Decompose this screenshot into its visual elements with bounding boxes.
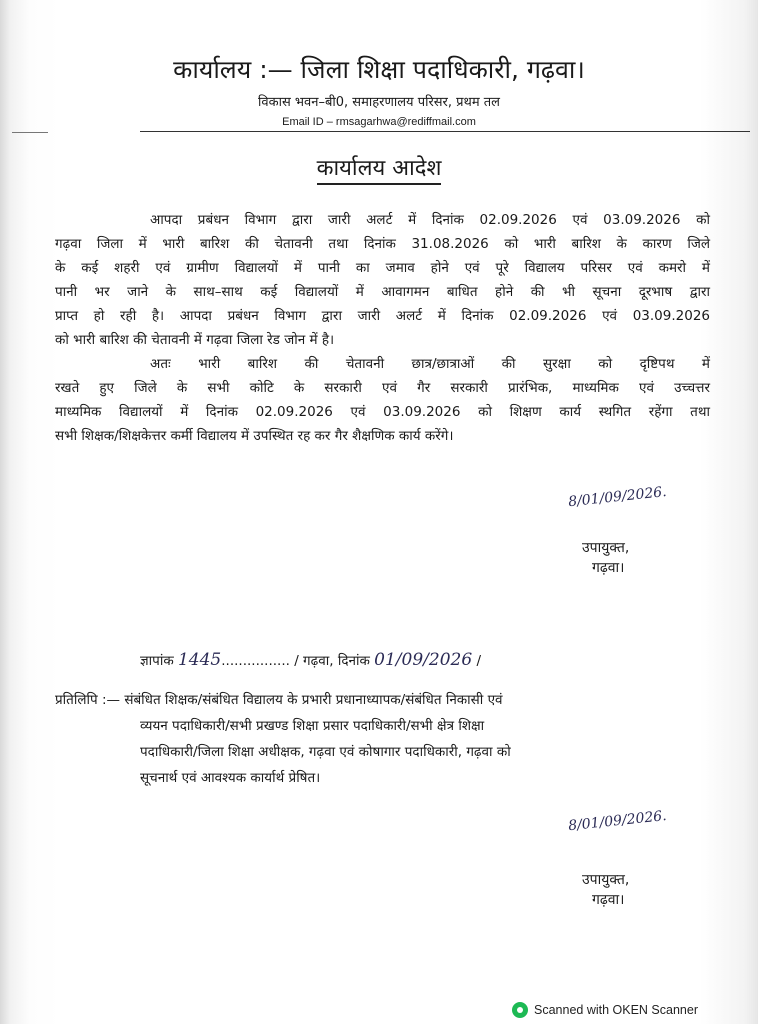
office-email: Email ID – rmsagarhwa@rediffmail.com [282, 116, 476, 128]
copy-line: पदाधिकारी/जिला शिक्षा अधीक्षक, गढ़वा एवं कोषागार पदाधिकारी, गढ़वा को [140, 744, 511, 760]
signatory-place: गढ़वा। [592, 560, 625, 576]
body-line: सभी शिक्षक/शिक्षकेत्तर कर्मी विद्यालय में उपस्थित रह कर गैर शैक्षणिक कार्य करेंगे। [55, 428, 454, 444]
signature-block [567, 807, 688, 835]
order-title [0, 152, 758, 182]
memo-date: 01/09/2026 [374, 650, 473, 670]
copy-line: व्ययन पदाधिकारी/सभी प्रखण्ड शिक्षा प्रसार पदाधिकारी/सभी क्षेत्र शिक्षा [140, 718, 485, 734]
scanner-text: Scanned with OKEN Scanner [534, 1003, 698, 1017]
memo-line [140, 650, 481, 670]
handwritten-signature: 8/01/09/2026. [567, 807, 668, 835]
body-line: आपदा प्रबंधन विभाग द्वारा जारी अलर्ट में दिनांक 02.09.2026 एवं 03.09.2026 को [150, 212, 710, 228]
memo-end: / [476, 653, 482, 669]
signatory-designation: उपायुक्त, [582, 872, 630, 888]
header-divider-left [12, 132, 48, 133]
office-address: विकास भवन–बी0, समाहरणालय परिसर, प्रथम तल [258, 95, 500, 110]
body-line: माध्यमिक विद्यालयों में दिनांक 02.09.2026 एवं 03.09.2026 को शिक्षण कार्य स्थगित रहेंगा तथा [55, 404, 710, 420]
memo-place-date-label: / गढ़वा, दिनांक [294, 653, 370, 669]
body-line: अतः भारी बारिश की चेतावनी छात्र/छात्राओं की सुरक्षा को दृष्टिपथ में [150, 356, 710, 372]
body-line: को भारी बारिश की चेतावनी में गढ़वा जिला रेड जोन में है। [55, 332, 335, 348]
body-line: पानी भर जाने के साथ–साथ कई विद्यालयों में आवागमन बाधित होने की भी सूचना दूरभाष द्वारा [55, 284, 710, 300]
order-title-text: कार्यालय आदेश [317, 156, 442, 185]
scanner-watermark [512, 1002, 698, 1018]
body-line: के कई शहरी एवं ग्रामीण विद्यालयों में पानी का जमाव होने एवं पूरे विद्यालय परिसर एवं कमरो में [55, 260, 710, 276]
signature-block [567, 483, 688, 511]
oken-scanner-logo-icon [512, 1002, 528, 1018]
signatory-place: गढ़वा। [592, 892, 625, 908]
copy-line: सूचनार्थ एवं आवश्यक कार्यार्थ प्रेषित। [140, 770, 321, 786]
header-divider [140, 131, 750, 132]
memo-label: ज्ञापांक [140, 653, 174, 669]
body-line: प्राप्त हो रही है। आपदा प्रबंधन विभाग द्वारा जारी अलर्ट में दिनांक 02.09.2026 एवं 03.09.2026 [55, 308, 710, 324]
memo-dots: ................ [221, 653, 290, 669]
office-title: कार्यालय :— जिला शिक्षा पदाधिकारी, गढ़वा। [173, 55, 585, 84]
handwritten-signature: 8/01/09/2026. [567, 483, 668, 511]
copy-line: प्रतिलिपि :— संबंधित शिक्षक/संबंधित विद्यालय के प्रभारी प्रधानाध्यापक/संबंधित निकासी एवं [55, 692, 503, 708]
signatory-designation: उपायुक्त, [582, 540, 630, 556]
memo-number: 1445 [177, 650, 222, 670]
body-line: गढ़वा जिला में भारी बारिश की चेतावनी तथा दिनांक 31.08.2026 को भारी बारिश के कारण जिले [55, 236, 710, 252]
body-line: रखते हुए जिले के सभी कोटि के सरकारी एवं गैर सरकारी प्रारंभिक, माध्यमिक एवं उच्चत्तर [55, 380, 710, 396]
